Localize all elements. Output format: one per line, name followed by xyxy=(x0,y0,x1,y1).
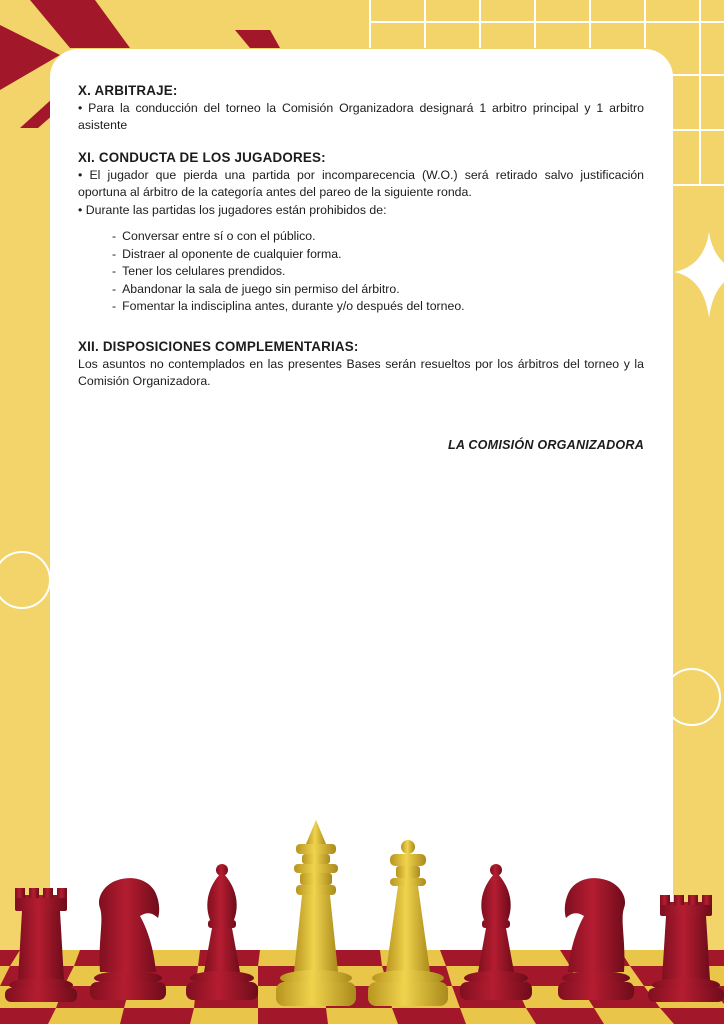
section-disposiciones xyxy=(78,338,644,391)
list-item: - Tener los celulares prendidos. xyxy=(112,263,644,281)
section-paragraph: Los asuntos no contemplados en las presentes Bases serán resueltos por los árbitros del torneo y la Comisión Organizadora. xyxy=(78,357,644,389)
section-heading: X. ARBITRAJE: xyxy=(78,83,178,98)
list-item: - Fomentar la indisciplina antes, durante y/o después del torneo. xyxy=(112,298,644,316)
chess-illustration xyxy=(0,800,724,1024)
signature: LA COMISIÓN ORGANIZADORA xyxy=(447,437,644,452)
list-item: - Conversar entre sí o con el público. xyxy=(112,228,644,246)
section-arbitraje xyxy=(78,82,644,135)
list-item: - Distraer al oponente de cualquier forma. xyxy=(112,246,644,264)
knight-piece xyxy=(90,878,166,1000)
king-piece xyxy=(276,820,356,1006)
section-conducta xyxy=(78,149,644,316)
section-paragraph: • El jugador que pierda una partida por incomparecencia (W.O.) será retirado salvo justificación oportuna al árbitro de la categoría antes del pareo de la siguiente ronda. xyxy=(78,167,644,200)
section-heading: XII. DISPOSICIONES COMPLEMENTARIAS: xyxy=(78,339,359,354)
sparkle-star xyxy=(674,232,724,318)
knight-piece xyxy=(558,878,634,1000)
rook-piece xyxy=(5,888,77,1002)
bishop-piece xyxy=(186,864,258,1000)
section-paragraph: • Para la conducción del torneo la Comisión Organizadora designará 1 arbitro principal y 1 arbitro asistente xyxy=(78,101,644,133)
queen-piece xyxy=(368,840,448,1006)
rook-piece xyxy=(648,895,724,1002)
section-paragraph: • Durante las partidas los jugadores están prohibidos de: xyxy=(78,202,387,217)
document-body xyxy=(78,82,644,454)
bishop-piece xyxy=(460,864,532,1000)
list-item: - Abandonar la sala de juego sin permiso del árbitro. xyxy=(112,281,644,299)
outline-circle xyxy=(0,552,50,608)
prohibitions-list xyxy=(78,228,644,316)
section-heading: XI. CONDUCTA DE LOS JUGADORES: xyxy=(78,149,326,165)
